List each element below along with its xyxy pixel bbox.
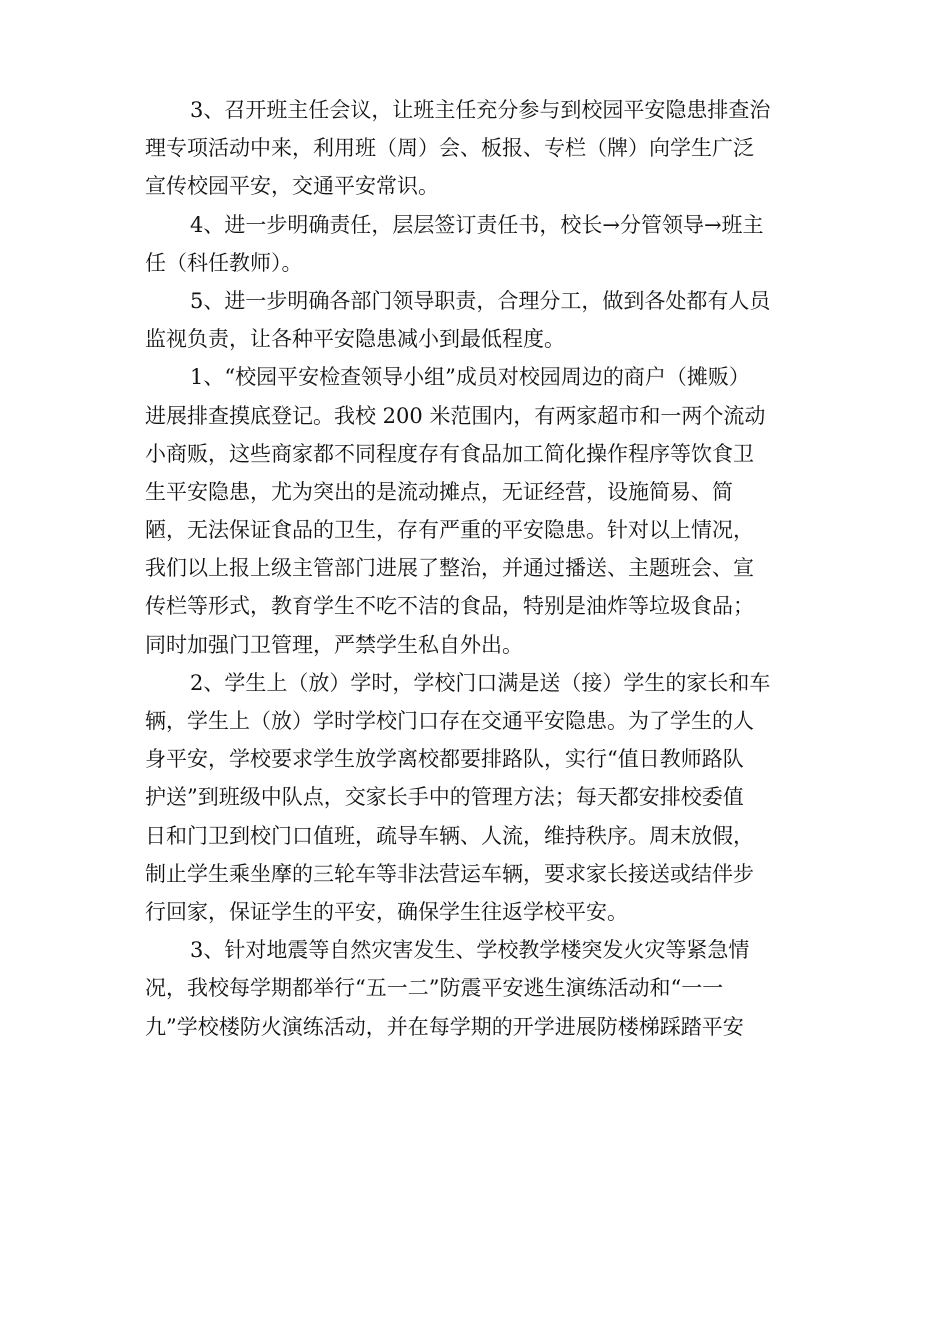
text-line: 小商贩，这些商家都不同程度存有食品加工简化操作程序等饮食卫: [145, 441, 754, 466]
text-line: 任（科任教师）。: [145, 250, 303, 275]
text-line: 制止学生乘坐摩的三轮车等非法营运车辆，要求家长接送或结伴步: [145, 861, 754, 886]
text-line: 进展排查摸底登记。我校 200 米范围内，有两家超市和一两个流动: [145, 403, 766, 428]
text-line: 理专项活动中来，利用班（周）会、板报、专栏（牌）向学生广泛: [145, 136, 754, 161]
text-line: 5、进一步明确各部门领导职责，合理分工，做到各处都有人员: [190, 288, 771, 313]
text-line: 1、“校园平安检查领导小组”成员对校园周边的商户（摊贩）: [190, 365, 750, 390]
paragraph: [145, 91, 810, 206]
text-line: 况，我校每学期都举行“五一二”防震平安逃生演练活动和“一一: [145, 976, 724, 1001]
text-line: 身平安，学校要求学生放学离校都要排路队，实行“值日教师路队: [145, 747, 744, 772]
text-line: 日和门卫到校门口值班，疏导车辆、人流，维持秩序。周末放假，: [145, 823, 754, 848]
text-line: 监视负责，让各种平安隐患减小到最低程度。: [145, 327, 565, 352]
paragraph: [145, 282, 810, 358]
document-body: [145, 91, 810, 1046]
text-line: 生平安隐患，尤为突出的是流动摊点，无证经营，设施简易、简: [145, 479, 733, 504]
text-line: 传栏等形式，教育学生不吃不洁的食品，特别是油炸等垃圾食品；: [145, 594, 754, 619]
text-line: 陋，无法保证食品的卫生，存有严重的平安隐患。针对以上情况，: [145, 518, 754, 543]
text-line: 3、召开班主任会议，让班主任充分参与到校园平安隐患排查治: [190, 98, 771, 122]
paragraph: [145, 358, 810, 664]
paragraph: [145, 931, 810, 1046]
text-line: 我们以上报上级主管部门进展了整治，并通过播送、主题班会、宣: [145, 556, 754, 581]
text-line: 4、进一步明确责任，层层签订责任书，校长→分管领导→班主: [190, 212, 764, 237]
text-line: 3、针对地震等自然灾害发生、学校教学楼突发火灾等紧急情: [190, 938, 750, 963]
text-line: 宣传校园平安，交通平安常识。: [145, 174, 439, 199]
text-line: 护送”到班级中队点，交家长手中的管理方法；每天都安排校委值: [145, 785, 744, 810]
text-line: 九”学校楼防火演练活动，并在每学期的开学进展防楼梯踩踏平安: [145, 1014, 744, 1039]
text-line: 2、学生上（放）学时，学校门口满是送（接）学生的家长和车: [190, 670, 771, 695]
text-line: 辆，学生上（放）学时学校门口存在交通平安隐患。为了学生的人: [145, 709, 754, 733]
paragraph: [145, 206, 810, 282]
text-line: 同时加强门卫管理，严禁学生私自外出。: [145, 632, 523, 657]
text-line: 行回家，保证学生的平安，确保学生往返学校平安。: [145, 899, 628, 924]
paragraph: [145, 664, 810, 931]
